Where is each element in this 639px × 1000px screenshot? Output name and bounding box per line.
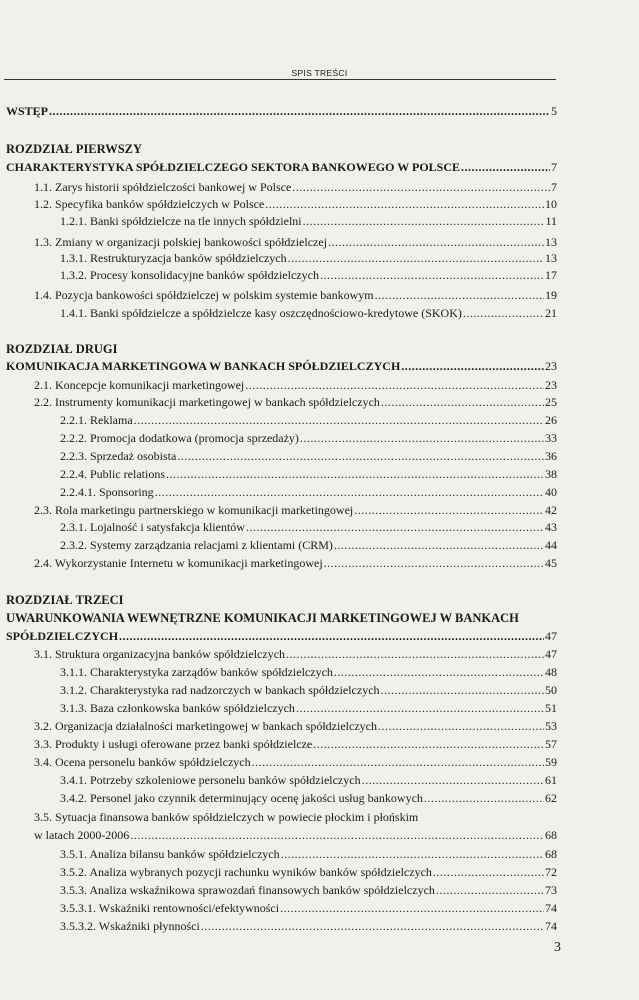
dot-leader xyxy=(313,737,544,751)
toc-entry-multiline xyxy=(34,810,418,824)
toc-entry xyxy=(34,503,557,517)
section-number: 3.1.3. xyxy=(60,701,87,715)
toc-entry xyxy=(60,665,557,679)
dot-leader xyxy=(424,791,544,805)
dot-leader xyxy=(134,413,544,427)
section-title: Banki spółdzielcze a spółdzielcze kasy oszczędnościowo-kredytowe (SKOK) xyxy=(90,306,462,320)
section-title: Pozycja bankowości spółdzielczej w polskim systemie bankowym xyxy=(55,288,374,302)
section-number: 3.5.3. xyxy=(60,883,87,897)
section-number: 3.1. xyxy=(34,647,52,661)
dot-leader xyxy=(324,556,544,570)
toc-page-number: 53 xyxy=(545,719,557,733)
toc-entry xyxy=(60,520,557,534)
toc-entry xyxy=(34,755,557,769)
dot-leader xyxy=(49,104,550,118)
dot-leader xyxy=(246,520,544,534)
section-number: 2.2.4.1. xyxy=(60,485,96,499)
toc-entry-ch1 xyxy=(6,160,557,174)
toc-page-number: 13 xyxy=(545,251,557,265)
section-number: 3.1.2. xyxy=(60,683,87,697)
chapter-1-title: CHARAKTERYSTYKA SPÓŁDZIELCZEGO SEKTORA BANKOWEGO W POLSCE xyxy=(6,160,461,174)
toc-page-number: 10 xyxy=(545,197,557,211)
section-title: Ocena personelu banków spółdzielczych xyxy=(55,755,251,769)
dot-leader xyxy=(320,268,544,282)
toc-entry xyxy=(60,683,557,697)
toc-entry xyxy=(34,197,557,211)
toc-entry xyxy=(60,773,557,787)
page-number: 3 xyxy=(554,940,561,955)
toc-page-number: 57 xyxy=(545,737,557,751)
toc-page-number: 33 xyxy=(545,431,557,445)
toc-page-number: 26 xyxy=(545,413,557,427)
toc-entry xyxy=(60,413,557,427)
dot-leader xyxy=(378,719,544,733)
section-title: Koncepcje komunikacji marketingowej xyxy=(55,378,245,392)
toc-entry xyxy=(60,883,557,897)
toc-page-number: 48 xyxy=(545,665,557,679)
dot-leader xyxy=(286,647,544,661)
section-number: 3.4.1. xyxy=(60,773,87,787)
section-number: 3.5.2. xyxy=(60,865,87,879)
section-number: 3.5.1. xyxy=(60,847,87,861)
dot-leader xyxy=(288,251,544,265)
toc-page-number: 7 xyxy=(551,180,557,194)
section-title: Zmiany w organizacji polskiej bankowości spółdzielczej xyxy=(55,235,328,249)
section-number: 2.1. xyxy=(34,378,52,392)
section-title: Personel jako czynnik determinujący ocenę jakości usług bankowych xyxy=(90,791,423,805)
toc-page-number: 72 xyxy=(545,865,557,879)
section-title: Procesy konsolidacyjne banków spółdzielczych xyxy=(90,268,319,282)
section-title: Analiza bilansu banków spółdzielczych xyxy=(89,847,280,861)
toc-page-number: 43 xyxy=(545,520,557,534)
toc-entry-ch2 xyxy=(6,359,557,373)
section-number: 3.5. xyxy=(34,810,52,824)
dot-leader xyxy=(252,755,544,769)
toc-entry xyxy=(34,288,557,302)
section-title: Produkty i usługi oferowane przez banki spółdzielcze xyxy=(55,737,313,751)
dot-leader xyxy=(334,538,544,552)
section-title-cont: w latach 2000-2006 xyxy=(34,828,130,842)
dot-leader xyxy=(375,288,544,302)
toc-entry xyxy=(60,791,557,805)
section-title: Restrukturyzacja banków spółdzielczych xyxy=(90,251,287,265)
toc-page-number: 47 xyxy=(545,647,557,661)
toc-entry xyxy=(60,306,557,320)
dot-leader xyxy=(303,214,545,228)
toc-entry xyxy=(60,268,557,282)
section-title: Zarys historii spółdzielczości bankowej w Polsce xyxy=(55,180,292,194)
toc-page-number: 61 xyxy=(545,773,557,787)
section-title: Sponsoring xyxy=(99,485,154,499)
section-number: 2.3.1. xyxy=(60,520,87,534)
section-title: Public relations xyxy=(90,467,165,481)
toc-page-number: 5 xyxy=(551,104,557,118)
dot-leader xyxy=(463,306,544,320)
toc-page-number: 40 xyxy=(545,485,557,499)
section-number: 2.2.2. xyxy=(60,431,87,445)
section-title: Struktura organizacyjna banków spółdzielczych xyxy=(55,647,286,661)
toc-page-number: 13 xyxy=(545,235,557,249)
dot-leader xyxy=(280,901,544,915)
section-number: 1.2. xyxy=(34,197,52,211)
toc-page-number: 21 xyxy=(545,306,557,320)
toc-page-number: 45 xyxy=(545,556,557,570)
toc-entry xyxy=(60,449,557,463)
section-title: Instrumenty komunikacji marketingowej w bankach spółdzielczych xyxy=(55,395,380,409)
section-title: Organizacja działalności marketingowej w bankach spółdzielczych xyxy=(55,719,377,733)
section-number: 1.3. xyxy=(34,235,52,249)
dot-leader xyxy=(328,235,544,249)
section-number: 3.1.1. xyxy=(60,665,87,679)
dot-leader xyxy=(300,431,544,445)
toc-entry xyxy=(60,901,557,915)
dot-leader xyxy=(381,395,544,409)
section-title: Wskaźniki płynności xyxy=(98,919,200,933)
section-title: Sytuacja finansowa banków spółdzielczych w powiecie płockim i płońskim xyxy=(55,810,419,824)
toc-page-number: 51 xyxy=(545,701,557,715)
toc-page-number: 25 xyxy=(545,395,557,409)
section-number: 1.3.2. xyxy=(60,268,87,282)
section-title: Banki spółdzielcze na tle innych spółdzielni xyxy=(90,214,302,228)
dot-leader xyxy=(401,359,544,373)
section-number: 2.3. xyxy=(34,503,52,517)
dot-leader xyxy=(245,378,544,392)
section-title: Specyfika banków spółdzielczych w Polsce xyxy=(55,197,265,211)
toc-entry xyxy=(60,538,557,552)
dot-leader xyxy=(201,919,544,933)
toc-entry-intro xyxy=(6,104,557,118)
section-number: 3.4. xyxy=(34,755,52,769)
toc-entry xyxy=(34,395,557,409)
section-title: Reklama xyxy=(90,413,133,427)
dot-leader xyxy=(292,180,550,194)
section-number: 2.2.1. xyxy=(60,413,87,427)
section-title: Sprzedaż osobista xyxy=(90,449,177,463)
toc-entry xyxy=(34,828,557,842)
toc-entry xyxy=(34,180,557,194)
toc-entry xyxy=(34,719,557,733)
toc-page-number: 59 xyxy=(545,755,557,769)
section-number: 1.4. xyxy=(34,288,52,302)
toc-entry xyxy=(60,431,557,445)
chapter-2-label: ROZDZIAŁ DRUGI xyxy=(6,342,118,356)
dot-leader xyxy=(334,665,544,679)
section-title: Analiza wskaźnikowa sprawozdań finansowych banków spółdzielczych xyxy=(89,883,435,897)
section-number: 1.3.1. xyxy=(60,251,87,265)
toc-page-number: 42 xyxy=(545,503,557,517)
dot-leader xyxy=(119,629,544,643)
section-number: 2.3.2. xyxy=(60,538,87,552)
toc-entry xyxy=(60,865,557,879)
toc-entry-ch3 xyxy=(6,629,557,643)
toc-page-number: 68 xyxy=(545,828,557,842)
toc-entry xyxy=(34,737,557,751)
section-number: 3.2. xyxy=(34,719,52,733)
section-number: 3.5.3.1. xyxy=(60,901,96,915)
toc-entry xyxy=(60,485,557,499)
toc-page-number: 19 xyxy=(545,288,557,302)
toc-page-number: 7 xyxy=(551,160,557,174)
toc-page-number: 23 xyxy=(545,378,557,392)
dot-leader xyxy=(461,160,550,174)
header-rule xyxy=(4,79,556,80)
section-title: Charakterystyka rad nadzorczych w bankach spółdzielczych xyxy=(90,683,380,697)
chapter-3-label: ROZDZIAŁ TRZECI xyxy=(6,593,124,607)
toc-page-number: 44 xyxy=(545,538,557,552)
dot-leader xyxy=(296,701,544,715)
toc-entry xyxy=(34,556,557,570)
dot-leader xyxy=(177,449,544,463)
section-number: 2.2.4. xyxy=(60,467,87,481)
toc-page-number: 50 xyxy=(545,683,557,697)
toc-page-number: 11 xyxy=(545,214,557,228)
section-title: Wykorzystanie Internetu w komunikacji marketingowej xyxy=(54,556,323,570)
toc-entry xyxy=(60,919,557,933)
section-number: 2.2.3. xyxy=(60,449,87,463)
toc-entry xyxy=(60,251,557,265)
toc-entry xyxy=(60,467,557,481)
toc-page-number: 17 xyxy=(545,268,557,282)
section-number: 3.5.3.2. xyxy=(60,919,96,933)
section-title: Lojalność i satysfakcja klientów xyxy=(90,520,245,534)
dot-leader xyxy=(433,865,544,879)
toc-page-number: 68 xyxy=(545,847,557,861)
section-title: Promocja dodatkowa (promocja sprzedaży) xyxy=(90,431,299,445)
toc-entry xyxy=(60,847,557,861)
chapter-1-label: ROZDZIAŁ PIERWSZY xyxy=(6,142,143,156)
toc-entry xyxy=(34,378,557,392)
section-number: 1.1. xyxy=(34,180,52,194)
chapter-3-title: UWARUNKOWANIA WEWNĘTRZNE KOMUNIKACJI MARKETINGOWEJ W BANKACH xyxy=(6,611,519,625)
dot-leader xyxy=(130,828,544,842)
dot-leader xyxy=(381,683,544,697)
toc-page-number: 62 xyxy=(545,791,557,805)
section-title: Potrzeby szkoleniowe personelu banków spółdzielczych xyxy=(90,773,361,787)
toc-page-number: 74 xyxy=(545,901,557,915)
dot-leader xyxy=(155,485,544,499)
running-header: SPIS TREŚCI xyxy=(291,68,348,78)
toc-entry xyxy=(34,235,557,249)
toc-page-number: 36 xyxy=(545,449,557,463)
toc-page-number: 23 xyxy=(545,359,557,373)
toc-entry xyxy=(34,647,557,661)
dot-leader xyxy=(362,773,544,787)
section-title: Baza członkowska banków spółdzielczych xyxy=(90,701,295,715)
section-title: Analiza wybranych pozycji rachunku wyników banków spółdzielczych xyxy=(89,865,432,879)
dot-leader xyxy=(281,847,544,861)
toc-page-number: 73 xyxy=(545,883,557,897)
dot-leader xyxy=(354,503,544,517)
toc-entry xyxy=(60,214,557,228)
section-title: Systemy zarządzania relacjami z klientami (CRM) xyxy=(90,538,333,552)
section-number: 3.3. xyxy=(34,737,52,751)
section-number: 2.4. xyxy=(34,556,52,570)
toc-entry xyxy=(60,701,557,715)
chapter-3-title-cont: SPÓŁDZIELCZYCH xyxy=(6,629,119,643)
section-title: Wskaźniki rentowności/efektywności xyxy=(98,901,280,915)
section-number: 1.2.1. xyxy=(60,214,87,228)
section-number: 3.4.2. xyxy=(60,791,87,805)
dot-leader xyxy=(265,197,544,211)
toc-page-number: 47 xyxy=(545,629,557,643)
section-title: Rola marketingu partnerskiego w komunikacji marketingowej xyxy=(55,503,354,517)
section-number: 1.4.1. xyxy=(60,306,87,320)
toc-page-number: 74 xyxy=(545,919,557,933)
section-title: Charakterystyka zarządów banków spółdzielczych xyxy=(90,665,333,679)
toc-page-number: 38 xyxy=(545,467,557,481)
dot-leader xyxy=(436,883,544,897)
section-number: 2.2. xyxy=(34,395,52,409)
chapter-2-title: KOMUNIKACJA MARKETINGOWA W BANKACH SPÓŁDZIELCZYCH xyxy=(6,359,401,373)
toc-entry-title: WSTĘP xyxy=(6,104,49,118)
dot-leader xyxy=(166,467,544,481)
